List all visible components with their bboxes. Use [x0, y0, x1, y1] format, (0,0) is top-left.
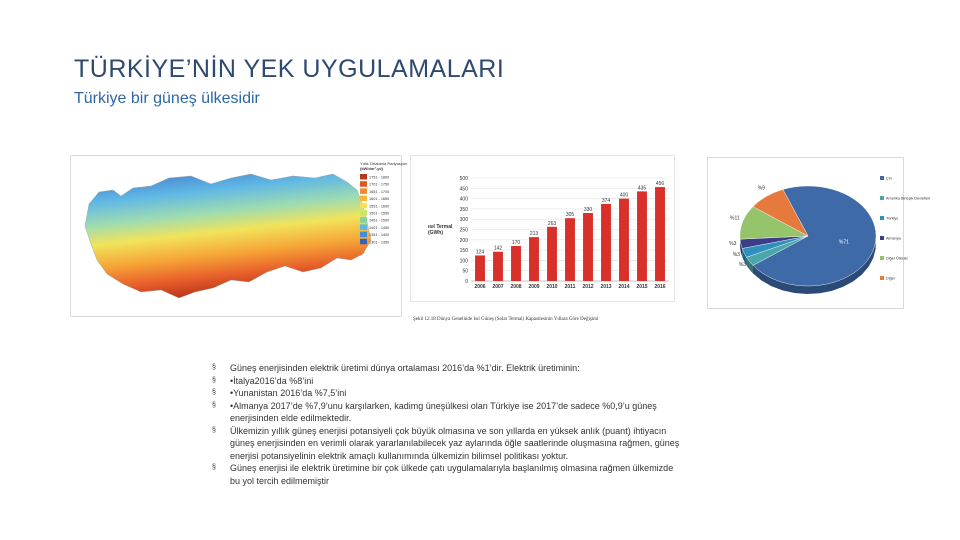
map-legend-label: 1601 - 1650 [369, 197, 390, 202]
bar-ytick-label: 300 [459, 217, 468, 224]
bar-value-label: 170 [511, 239, 521, 246]
pie-legend-label: Çin [886, 176, 892, 181]
pie-value-label: %71 [838, 239, 849, 246]
bar-value-label: 305 [565, 212, 575, 219]
pie-legend-swatch [880, 176, 884, 180]
bar-xtick-label: 2007 [492, 284, 504, 290]
bar-xtick-label: 2015 [636, 284, 648, 290]
bar-value-label: 435 [637, 185, 647, 192]
map-legend-swatch [360, 217, 367, 223]
pie-legend-label: Türkiye [886, 216, 899, 221]
bullet-item [212, 375, 682, 388]
bullet-text: Güneş enerjisinden elektrik üretimi dünya ortalaması 2016’da %1’dir. Elektrik üretiminin: [230, 363, 580, 373]
bar [475, 255, 485, 281]
bar-ytick-label: 350 [459, 206, 468, 213]
pie-legend-swatch [880, 236, 884, 240]
bullet-item [212, 362, 682, 375]
bullet-marker: § [212, 464, 216, 471]
bullet-text: •Almanya 2017’de %7,9’unu karşılarken, kadimg üneşülkesi olan Türkiye ise 2017’de sadece %0,9’u güneş enerjisinden elde edilmektedir. [230, 400, 657, 423]
bar-ytick-label: 450 [459, 186, 468, 193]
bar-ytick-label: 50 [462, 268, 468, 275]
pie-legend-label: Amerika Birleşik Devletleri [886, 196, 931, 201]
map-legend-swatch [360, 210, 367, 216]
bar-ytick-label: 200 [459, 237, 468, 244]
bullet-text: •İtalya2016’da %8’ini [230, 375, 314, 386]
bar [655, 187, 665, 281]
bullet-item [212, 387, 682, 400]
bar-value-label: 142 [493, 245, 503, 252]
bar-value-label: 456 [655, 181, 665, 188]
map-legend-swatch [360, 232, 367, 238]
bar-ytick-label: 0 [465, 279, 468, 285]
bullet-marker: § [212, 401, 216, 409]
turkey-map-svg [71, 156, 408, 316]
pie-legend-swatch [880, 196, 884, 200]
bullet-item [212, 425, 682, 463]
bullet-item [212, 400, 682, 425]
bar [619, 199, 629, 281]
bar-ytick-label: 150 [459, 248, 468, 255]
bar-chart-ylabel: ısıl Termal (GWh) [428, 224, 453, 236]
bar-xtick-label: 2014 [618, 284, 630, 290]
map-legend-swatch [360, 196, 367, 202]
bar [583, 213, 593, 281]
pie-legend-label: Diğer Ülkeler [886, 256, 908, 261]
bar-xtick-label: 2013 [600, 284, 612, 290]
pie-chart-svg [708, 158, 931, 308]
map-legend-swatch [360, 224, 367, 230]
bar [637, 191, 647, 281]
bullet-item [212, 462, 682, 487]
bar-value-label: 400 [619, 192, 629, 199]
slide-title: TÜRKİYE’NİN YEK UYGULAMALARI [74, 55, 505, 83]
bar-xtick-label: 2008 [510, 284, 522, 290]
bar-xtick-label: 2011 [564, 284, 576, 290]
bar-value-label: 330 [583, 207, 593, 214]
bullet-text: Ülkemizin yıllık güneş enerjisi potansiyeli çok büyük olmasına ve son yıllarda en yüksek anlık (puant) ihtiyacın güneş enerjisinden en verimli olarak yararlanılabilecek yaz aylarında öğle saatlerinde oluşmasına rağmen, güneş enerjisi potansiyelinin elektrik amaçlı kullanımında ülkemizin bilimsel politikası yoktur. [230, 425, 680, 461]
bar-ytick-label: 250 [459, 227, 468, 234]
map-legend-label: 1351 - 1400 [369, 233, 390, 238]
map-legend-label: 1301 - 1350 [369, 240, 390, 245]
map-legend-unit: (kWh/m²-yıl) [360, 166, 383, 171]
bullet-marker: § [212, 389, 216, 396]
bullet-marker: § [212, 376, 216, 384]
pie-value-label: %3 [729, 241, 737, 248]
bar-value-label: 124 [475, 249, 485, 256]
bar [565, 218, 575, 281]
map-legend-label: 1451 - 1500 [369, 218, 390, 223]
map-legend-swatch [360, 239, 367, 245]
map-legend-title: Yıllık Ortalama Radyasyon [360, 161, 408, 166]
bar-value-label: 213 [529, 231, 539, 238]
turkey-shape [85, 174, 371, 298]
bar-xtick-label: 2009 [528, 284, 540, 290]
pie-value-label: %9 [757, 185, 765, 192]
bullet-text: •Yunanistan 2016’da %7,5’ini [230, 388, 347, 398]
map-legend-swatch [360, 174, 367, 180]
bar-ytick-label: 100 [459, 258, 468, 265]
turkey-radiation-map [70, 155, 408, 317]
bar [493, 252, 503, 281]
bar-xtick-label: 2010 [546, 284, 558, 290]
pie-legend-label: Diğer [886, 276, 896, 281]
bullet-marker: § [212, 364, 216, 371]
pie-value-label: %3 [732, 251, 740, 258]
bullet-marker: § [212, 426, 216, 434]
pie-value-label: %11 [730, 215, 740, 222]
pie-legend-label: Almanya [886, 236, 901, 241]
bar [547, 227, 557, 281]
pie-legend-swatch [880, 276, 884, 280]
bar [511, 246, 521, 281]
map-legend-label: 1551 - 1600 [369, 204, 390, 209]
map-legend-label: 1651 - 1700 [369, 189, 390, 194]
pie-value-label: %3 [738, 262, 747, 269]
map-legend-label: 1401 - 1450 [369, 225, 390, 230]
bar-value-label: 263 [547, 220, 557, 227]
slide-subtitle: Türkiye bir güneş ülkesidir [74, 90, 260, 107]
map-legend-label: 1501 - 1550 [369, 211, 390, 216]
map-legend-label: 1751 - 1800 [369, 175, 390, 180]
solar-capacity-pie-chart [707, 157, 931, 309]
bar-value-label: 374 [601, 197, 611, 204]
pie-legend-swatch [880, 216, 884, 220]
bar-xtick-label: 2016 [654, 284, 666, 290]
bar-ytick-label: 500 [459, 176, 468, 182]
bullet-list [212, 362, 682, 487]
bar-chart-caption: Şekil 12.18 Dünya Genelinde Isıl Güneş (Solar Termal) Kapasitesinin Yıllara Göre Değişimi [413, 317, 599, 322]
pie-legend-swatch [880, 256, 884, 260]
bar-ytick-label: 400 [459, 196, 468, 203]
bullet-text: Güneş enerjisi ile elektrik üretimine bir çok ülkede çatı uygulamalarıyla başlanılmış olmasına rağmen ülkemizde bu yol tercih edilmemiştir [230, 463, 674, 486]
map-legend-label: 1701 - 1750 [369, 182, 390, 187]
map-legend-swatch [360, 188, 367, 194]
map-legend-swatch [360, 181, 367, 187]
bar-xtick-label: 2012 [582, 284, 594, 290]
bar [601, 204, 611, 281]
bar [529, 237, 539, 281]
bar-xtick-label: 2006 [474, 284, 486, 290]
map-legend-swatch [360, 203, 367, 209]
